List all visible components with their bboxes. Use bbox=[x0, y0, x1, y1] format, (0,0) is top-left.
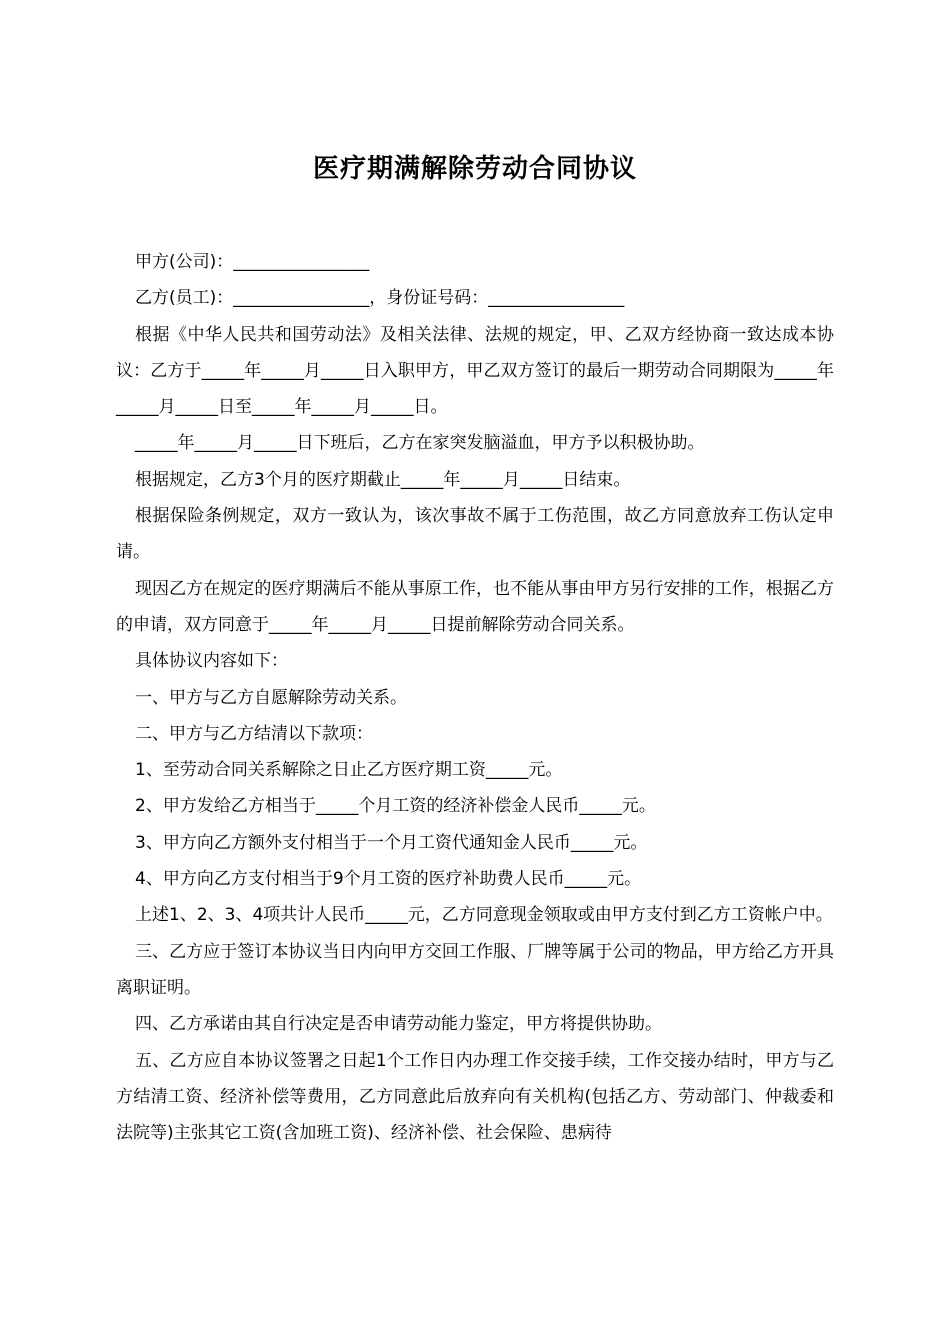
clause-2-item-2: 2、甲方发给乙方相当于_____个月工资的经济补偿金人民币_____元。 bbox=[135, 796, 656, 817]
document-title: 医疗期满解除劳动合同协议 bbox=[312, 154, 637, 185]
party-b-line: 乙方(员工)：________________，身份证号码：________________ bbox=[135, 288, 625, 309]
clause-2-item-4: 4、甲方向乙方支付相当于9个月工资的医疗补助费人民币_____元。 bbox=[135, 869, 642, 890]
clause-2-item-3: 3、甲方向乙方额外支付相当于一个月工资代通知金人民币_____元。 bbox=[135, 832, 648, 853]
clause-1: 一、甲方与乙方自愿解除劳动关系。 bbox=[135, 687, 407, 708]
document-body bbox=[116, 244, 834, 1151]
party-a-line: 甲方(公司)：________________ bbox=[135, 252, 370, 272]
clause-2: 二、甲方与乙方结清以下款项： bbox=[135, 723, 373, 744]
paragraph-injury-claim: 根据保险条例规定，双方一致认为，该次事故不属于工伤范围，故乙方同意放弃工伤认定申请。 bbox=[116, 506, 834, 563]
clause-2-item-1: 1、至劳动合同关系解除之日止乙方医疗期工资_____元。 bbox=[135, 760, 563, 781]
paragraph-incident: _____年_____月_____日下班后，乙方在家突发脑溢血，甲方予以积极协助。 bbox=[135, 433, 705, 454]
paragraph-basis: 根据《中华人民共和国劳动法》及相关法律、法规的规定，甲、乙双方经协商一致达成本协议：乙方于_____年_____月_____日入职甲方，甲乙双方签订的最后一期劳动合同期限为_____年_____月_____日至_____年_____月_____日。 bbox=[116, 324, 834, 418]
clause-5: 五、乙方应自本协议签署之日起1个工作日内办理工作交接手续，工作交接办结时，甲方与乙方结清工资、经济补偿等费用，乙方同意此后放弃向有关机构(包括乙方、劳动部门、仲裁委和法院等)主张其它工资(含加班工资)、经济补偿、社会保险、患病待 bbox=[116, 1050, 834, 1144]
clause-3: 三、乙方应于签订本协议当日内向甲方交回工作服、厂牌等属于公司的物品，甲方给乙方开具离职证明。 bbox=[116, 941, 834, 998]
paragraph-medical-period: 根据规定，乙方3个月的医疗期截止_____年_____月_____日结束。 bbox=[135, 469, 631, 490]
clause-2-total: 上述1、2、3、4项共计人民币_____元，乙方同意现金领取或由甲方支付到乙方工资帐户中。 bbox=[135, 905, 833, 926]
paragraph-contents-intro: 具体协议内容如下： bbox=[135, 651, 288, 672]
clause-4: 四、乙方承诺由其自行决定是否申请劳动能力鉴定，甲方将提供协助。 bbox=[135, 1014, 662, 1035]
paragraph-termination: 现因乙方在规定的医疗期满后不能从事原工作，也不能从事由甲方另行安排的工作，根据乙方的申请，双方同意于_____年_____月_____日提前解除劳动合同关系。 bbox=[116, 578, 834, 635]
